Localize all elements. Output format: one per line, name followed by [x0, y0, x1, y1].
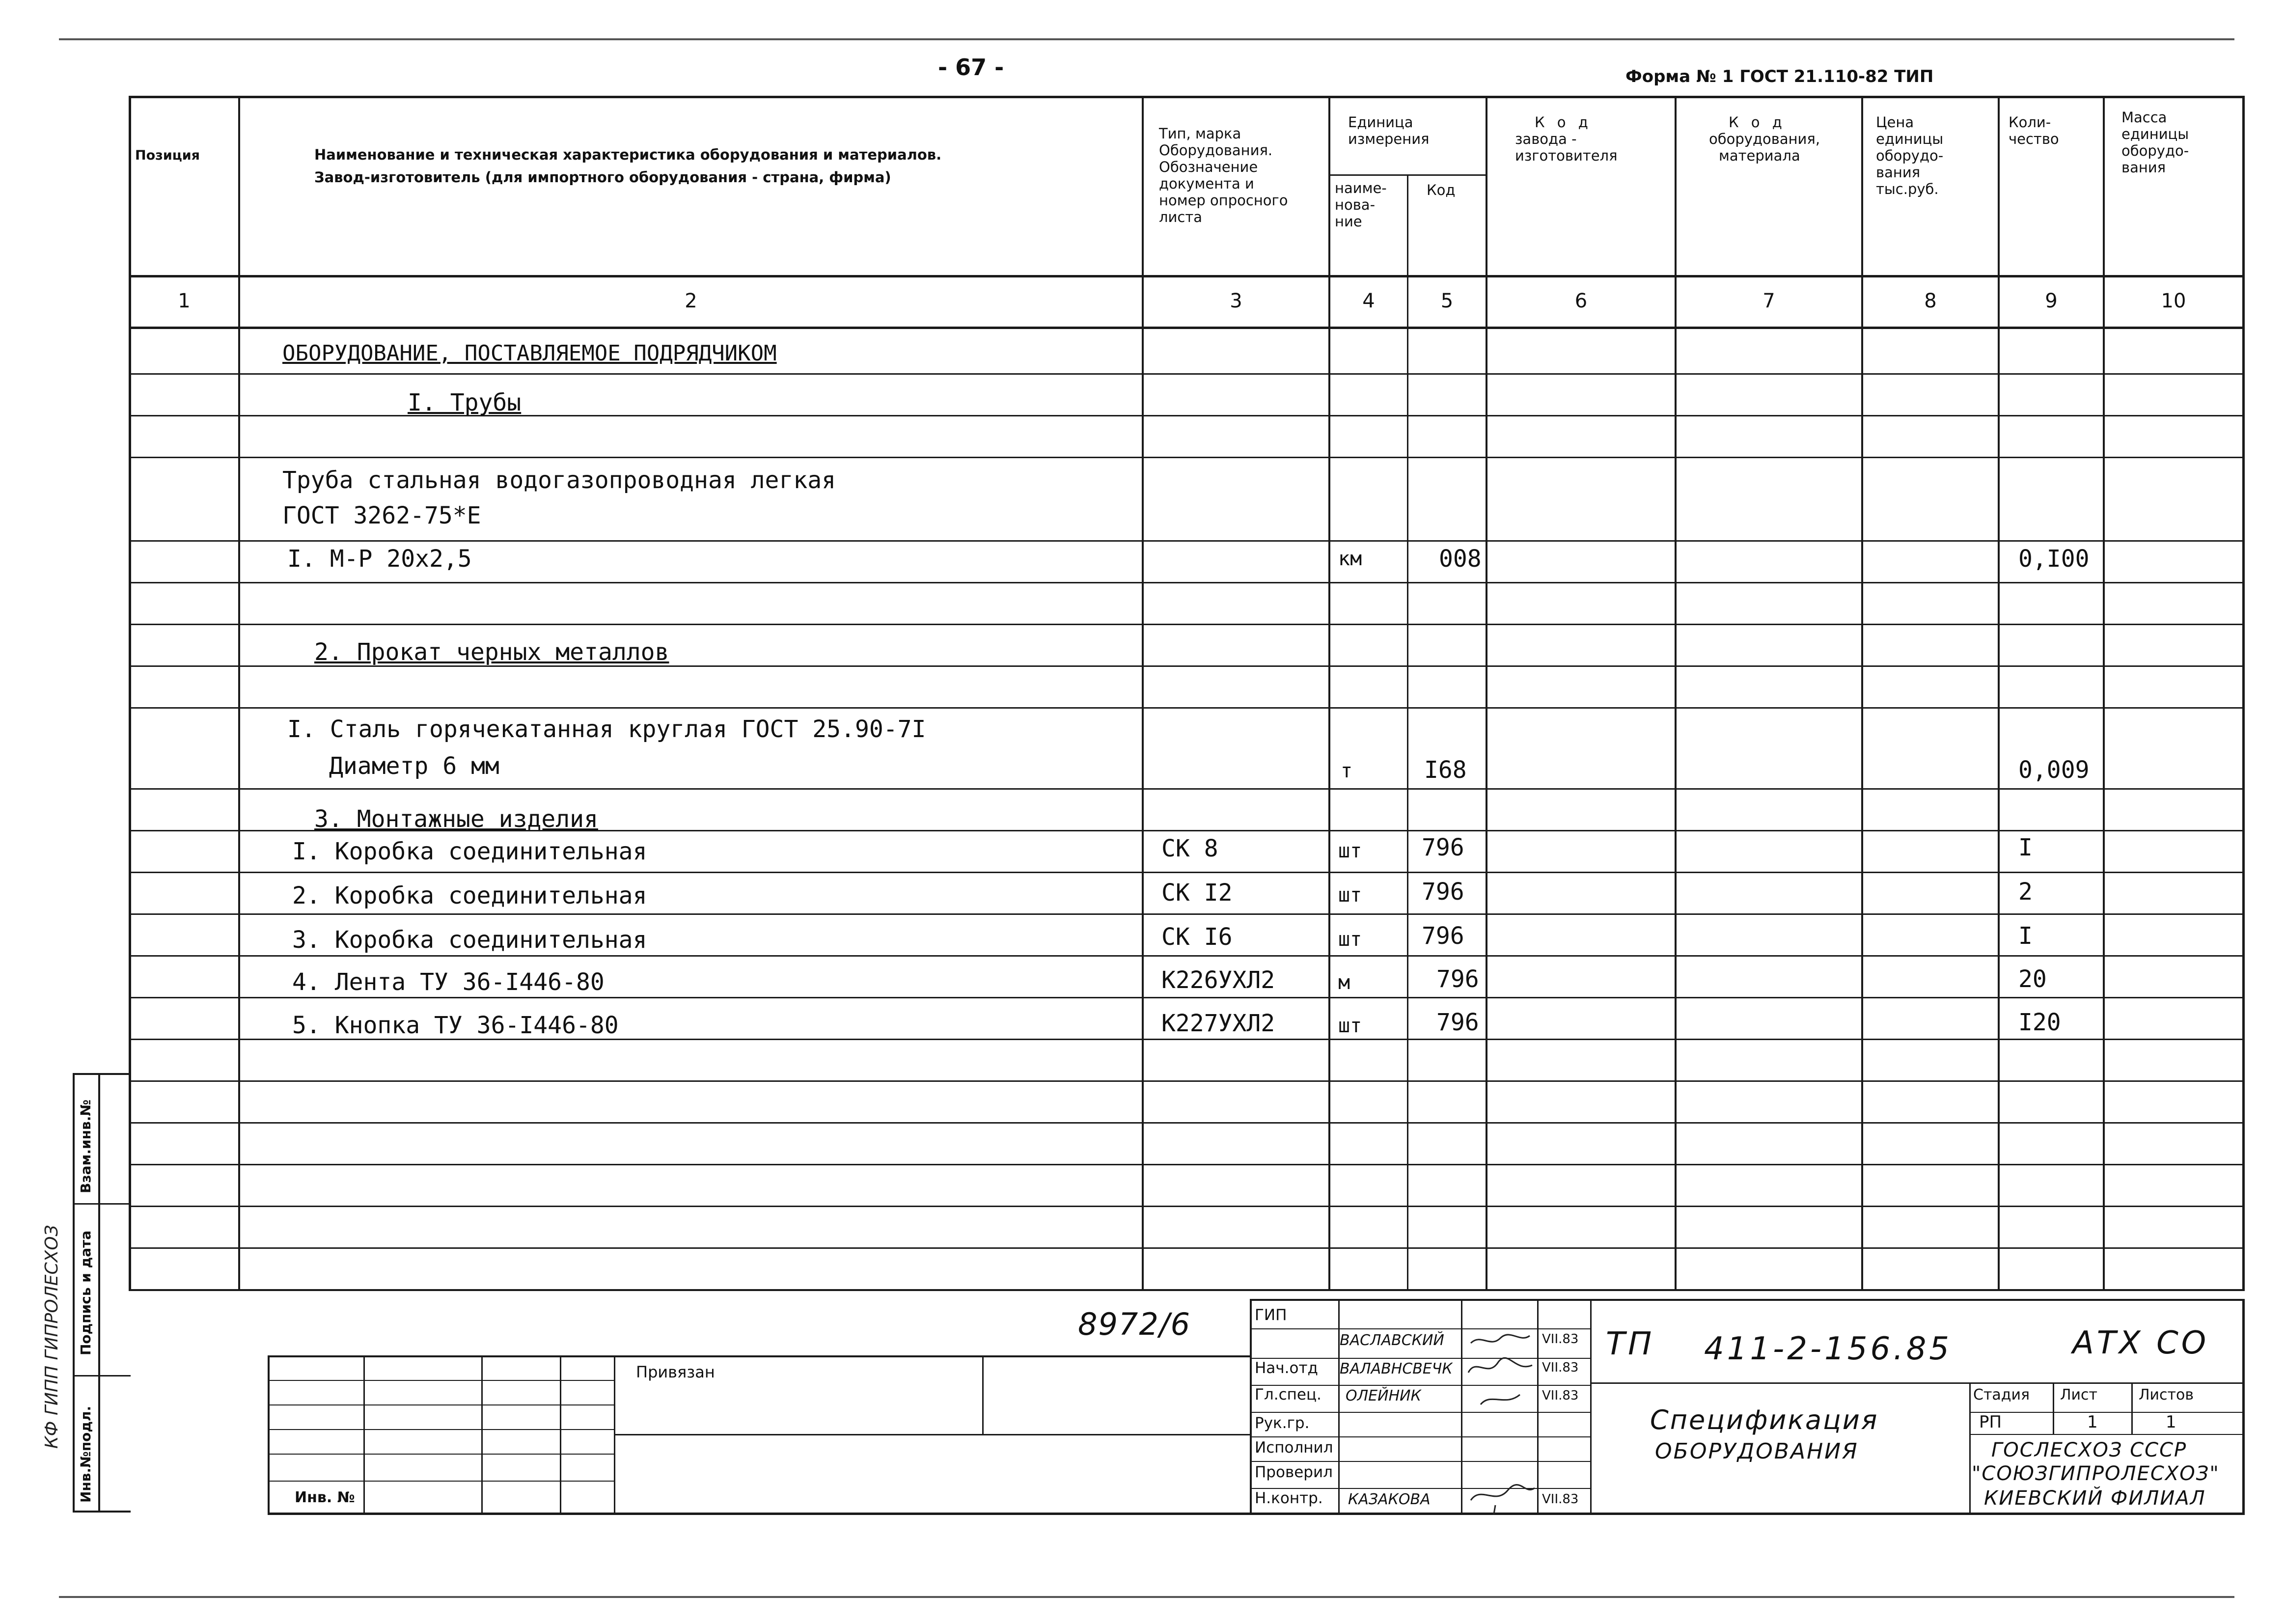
label-podpis-data: Подпись и дата — [78, 1230, 94, 1355]
date-gip: VII.83 — [1542, 1332, 1579, 1347]
pipe-name-line2: ГОСТ 3262-75*Е — [282, 502, 481, 529]
bottom-edge-line — [59, 1596, 2234, 1598]
item-name: I. Коробка соединительная — [292, 838, 647, 865]
role-gip: ГИП — [1255, 1306, 1287, 1324]
org-line2: "СОЮЗГИПРОЛЕСХОЗ" — [1972, 1462, 2220, 1485]
item-unit: шт — [1338, 884, 1362, 907]
item-type: К227УХЛ2 — [1161, 1010, 1275, 1037]
date-nach-otd: VII.83 — [1542, 1360, 1579, 1375]
col-num-8: 8 — [1924, 290, 1937, 312]
item-type: СК I2 — [1161, 879, 1233, 907]
col-num-1: 1 — [178, 290, 191, 312]
org-line3: КИЕВСКИЙ ФИЛИАЛ — [1984, 1487, 2206, 1510]
value-sheet: 1 — [2087, 1412, 2098, 1432]
col-num-3: 3 — [1230, 290, 1242, 312]
item-name: 4. Лента ТУ 36-I446-80 — [292, 968, 605, 996]
item-type: СК 8 — [1161, 835, 1218, 862]
section-title-main: ОБОРУДОВАНИЕ, ПОСТАВЛЯЕМОЕ ПОДРЯДЧИКОМ — [282, 341, 777, 366]
signature-scribbles — [1461, 1299, 1540, 1515]
role-proveril: Проверил — [1255, 1463, 1333, 1481]
side-stamp-code: КФ ГИПП ГИПРОЛЕСХОЗ — [42, 1225, 62, 1449]
item-unit: км — [1338, 548, 1362, 570]
item-code: 796 — [1422, 834, 1464, 861]
role-n-kontr: Н.контр. — [1255, 1489, 1323, 1507]
item-qty: 2 — [2018, 878, 2033, 906]
item-qty: 0,009 — [2018, 756, 2090, 784]
header-quantity: Коли- чество — [2009, 114, 2059, 147]
item-type: СК I6 — [1161, 923, 1233, 951]
doc-title-line1: Спецификация — [1650, 1404, 1879, 1435]
label-sheets: Листов — [2139, 1386, 2194, 1404]
header-name-line2: Завод-изготовитель (для импортного оборудования - страна, фирма) — [314, 169, 891, 186]
item-name: I. М-Р 20х2,5 — [287, 545, 472, 573]
item-code: 796 — [1436, 1009, 1479, 1036]
item-unit: м — [1338, 971, 1350, 994]
org-line1: ГОСЛЕСХОЗ СССР — [1991, 1439, 2187, 1461]
header-equipment-code: К о д оборудования, материала — [1709, 114, 1820, 164]
role-nach-otd: Нач.отд — [1255, 1359, 1318, 1377]
col-num-7: 7 — [1762, 290, 1775, 312]
col-num-6: 6 — [1574, 290, 1588, 312]
item-code: 796 — [1436, 965, 1479, 993]
name-gip: ВАСЛАВСКИЙ — [1340, 1332, 1444, 1349]
form-label: Форма № 1 ГОСТ 21.110-82 ТИП — [1625, 67, 1934, 86]
item-code: 796 — [1422, 922, 1464, 950]
section-title-mount: 3. Монтажные изделия — [314, 805, 598, 833]
doc-code: 411-2-156.85 — [1704, 1331, 1952, 1367]
doc-title-line2: ОБОРУДОВАНИЯ — [1655, 1439, 1859, 1464]
doc-code-tp: ТП — [1606, 1326, 1655, 1362]
item-code: 008 — [1439, 545, 1482, 573]
role-gl-spec: Гл.спец. — [1255, 1386, 1321, 1404]
page-number: - 67 - — [938, 54, 1004, 81]
header-plant-code: К о д завода - изготовителя — [1515, 114, 1618, 164]
col-num-4: 4 — [1362, 290, 1375, 312]
section-title-metal: 2. Прокат черных металлов — [314, 638, 669, 666]
col-num-10: 10 — [2161, 290, 2186, 312]
item-name: 2. Коробка соединительная — [292, 882, 647, 909]
header-position: Позиция — [135, 148, 200, 163]
item-name: 3. Коробка соединительная — [292, 926, 647, 954]
name-n-kontr: КАЗАКОВА — [1348, 1491, 1431, 1508]
item-unit: шт — [1338, 840, 1362, 862]
item-unit: шт — [1338, 928, 1362, 951]
header-type: Тип, марка Оборудования. Обозначение документа и номер опросного листа — [1159, 125, 1288, 225]
value-stage: РП — [1979, 1412, 2002, 1432]
label-privyazan: Привязан — [636, 1363, 715, 1381]
top-edge-line — [59, 38, 2234, 40]
item-unit: шт — [1338, 1015, 1362, 1037]
item-name: Диаметр 6 мм — [329, 752, 499, 780]
date-gl-spec: VII.83 — [1542, 1388, 1579, 1403]
doc-suffix: АТХ СО — [2072, 1325, 2209, 1361]
header-unit-code: Код — [1427, 182, 1456, 198]
header-unit-group: Единица измерения — [1348, 114, 1430, 147]
item-type: К226УХЛ2 — [1161, 966, 1275, 994]
value-sheets: 1 — [2166, 1412, 2176, 1432]
label-stage: Стадия — [1973, 1386, 2030, 1404]
label-vzam-inv: Взам.инв.№ — [78, 1099, 94, 1193]
role-ruk-gr: Рук.гр. — [1255, 1414, 1310, 1432]
item-unit: т — [1341, 760, 1353, 782]
handwritten-number: 8972/6 — [1078, 1306, 1191, 1342]
label-inv-podl: Инв.№подл. — [78, 1405, 94, 1503]
item-qty: I — [2018, 834, 2033, 861]
label-sheet: Лист — [2060, 1386, 2098, 1404]
name-gl-spec: ОЛЕЙНИК — [1346, 1387, 1421, 1404]
header-mass: Масса единицы оборудо- вания — [2121, 109, 2189, 176]
item-qty: I — [2018, 922, 2033, 950]
col-num-2: 2 — [685, 290, 697, 312]
header-unit-name: наиме- нова- ние — [1335, 180, 1387, 230]
col-num-5: 5 — [1440, 290, 1454, 312]
role-ispolnil: Исполнил — [1255, 1439, 1333, 1457]
header-name-line1: Наименование и техническая характеристика оборудования и материалов. — [314, 146, 942, 163]
date-n-kontr: VII.83 — [1542, 1492, 1579, 1507]
header-price: Цена единицы оборудо- вания тыс.руб. — [1876, 114, 1944, 197]
item-code: I68 — [1424, 756, 1467, 784]
item-qty: I20 — [2018, 1009, 2061, 1036]
item-qty: 20 — [2018, 965, 2047, 993]
section-title-pipes: I. Трубы — [408, 389, 522, 416]
item-qty: 0,I00 — [2018, 545, 2090, 573]
label-inv-no: Инв. № — [295, 1489, 355, 1506]
name-nach-otd: ВАЛАВНСВЕЧК — [1340, 1360, 1453, 1377]
pipe-name-line1: Труба стальная водогазопроводная легкая — [282, 467, 836, 494]
col-num-9: 9 — [2045, 290, 2058, 312]
item-code: 796 — [1422, 878, 1464, 906]
item-name: 5. Кнопка ТУ 36-I446-80 — [292, 1012, 619, 1039]
steel-name: I. Сталь горячекатанная круглая ГОСТ 25.90-7I — [287, 716, 926, 743]
